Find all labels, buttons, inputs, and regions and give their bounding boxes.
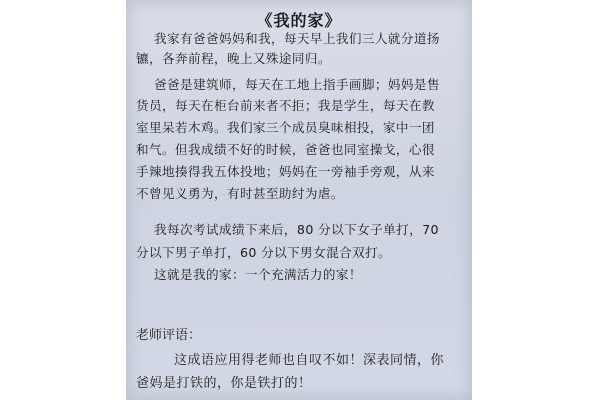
essay-line: 和气。但我成绩不好的时候，爸爸也同室操戈，心很 — [136, 142, 435, 157]
teacher-comment-line: 爸妈是打铁的，你是铁打的！ — [136, 376, 312, 391]
essay-line: 室里呆若木鸡。我们家三个成员臭味相投，家中一团 — [136, 120, 435, 135]
essay-line: 爸爸是建筑师，每天在工地上指手画脚；妈妈是售 — [154, 77, 440, 92]
essay-line: 货员，每天在柜台前来者不拒；我是学生，每天在教 — [136, 98, 435, 113]
essay-line: 我每次考试成绩下来后，80 分以下女子单打，70 — [154, 222, 439, 237]
essay-line: 我家有爸爸妈妈和我，每天早上我们三人就分道扬 — [154, 31, 440, 46]
essay-title: 《我的家》 — [256, 11, 342, 30]
essay-document — [126, 0, 472, 400]
teacher-comment-label: 老师评语： — [136, 328, 202, 343]
essay-line: 镳，各奔前程，晚上又殊途同归。 — [136, 51, 331, 66]
essay-line: 手辣地揍得我五体投地；妈妈在一旁袖手旁观，从来 — [136, 164, 435, 179]
teacher-comment-line: 这成语应用得老师也自叹不如！深表同情，你 — [174, 353, 445, 368]
essay-line: 这就是我的家：一个充满活力的家！ — [154, 267, 362, 282]
paper-sheet — [126, 0, 472, 400]
essay-line: 不曾见义勇为，有时甚至助纣为虐。 — [136, 186, 344, 201]
essay-line: 分以下男子单打，60 分以下男女混合双打。 — [136, 245, 392, 260]
